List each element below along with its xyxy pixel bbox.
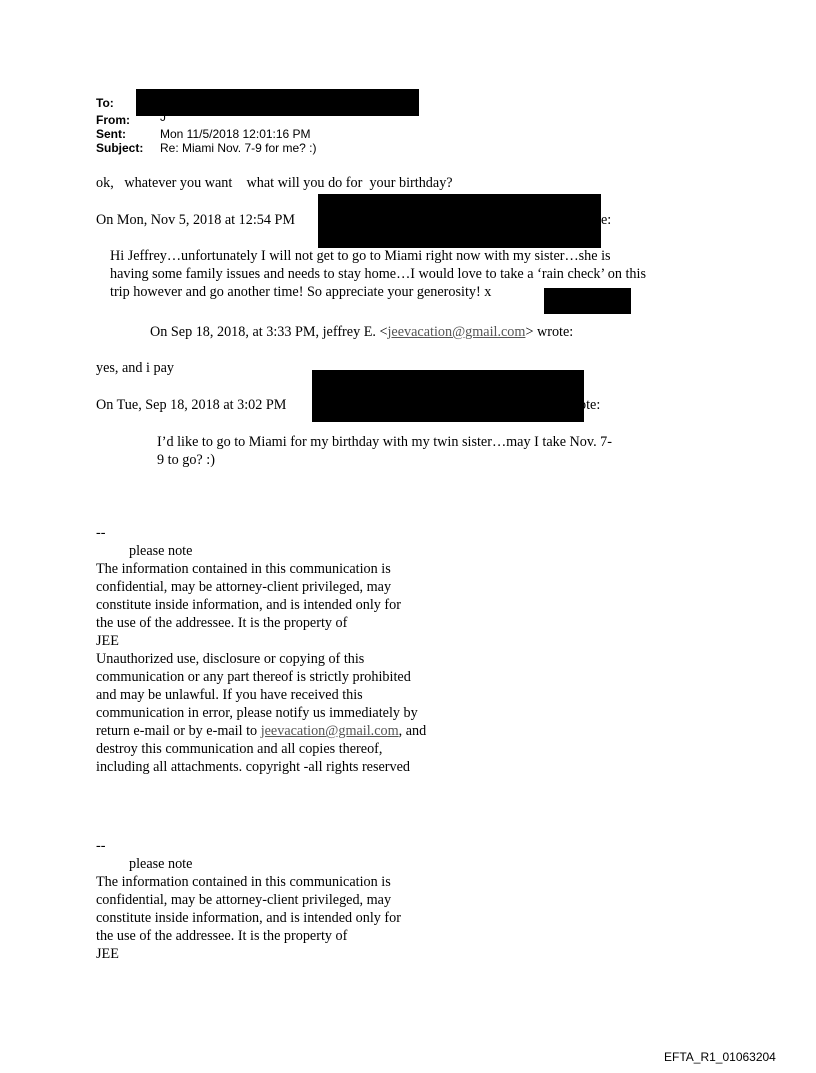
disclaimer-2-body [96, 873, 401, 963]
document-id: EFTA_R1_01063204 [664, 1050, 776, 1064]
quote-3-suffix: ote: [579, 397, 601, 413]
disclaimer-1-line: Unauthorized use, disclosure or copying of this [96, 651, 365, 667]
redaction-to [136, 89, 419, 116]
disclaimer-2-line: the use of the addressee. It is the property of [96, 928, 348, 944]
disclaimer-1-line: JEE [96, 633, 119, 649]
disclaimer-1-line: The information contained in this communication is [96, 561, 391, 577]
disclaimer-1-line: communication or any part thereof is strictly prohibited [96, 669, 411, 685]
disclaimer-1-note: please note [129, 543, 193, 559]
redaction-signature [544, 288, 631, 314]
subject-value: Re: Miami Nov. 7-9 for me? :) [160, 141, 317, 155]
reply-1: ok, whatever you want what will you do for your birthday? [96, 175, 453, 191]
from-value: J [160, 110, 166, 124]
disclaimer-1-line: communication in error, please notify us immediately by [96, 705, 418, 721]
quote-2-intro [150, 323, 573, 341]
to-label: To: [96, 96, 114, 110]
quote-3-intro: On Tue, Sep 18, 2018 at 3:02 PM [96, 397, 287, 413]
quote-1-intro: On Mon, Nov 5, 2018 at 12:54 PM [96, 212, 296, 228]
disclaimer-2-line: confidential, may be attorney-client privileged, may [96, 892, 392, 908]
disclaimer-1-line: and may be unlawful. If you have received this [96, 687, 363, 703]
quote-3-line: 9 to go? :) [157, 452, 215, 468]
quote-2-intro-suffix: > wrote: [525, 324, 574, 340]
sent-label: Sent: [96, 127, 126, 141]
quote-2-email-link[interactable]: jeevacation@gmail.com [387, 324, 526, 340]
return-prefix: return e-mail or by e-mail to [96, 723, 261, 739]
quote-2-intro-prefix: On Sep 18, 2018, at 3:33 PM, jeffrey E. < [150, 324, 388, 340]
disclaimer-2-note: please note [129, 856, 193, 872]
disclaimer-1-line: constitute inside information, and is intended only for [96, 597, 401, 613]
reply-2: yes, and i pay [96, 360, 175, 376]
disclaimer-2-line: constitute inside information, and is intended only for [96, 910, 401, 926]
quote-1-line: Hi Jeffrey…unfortunately I will not get to go to Miami right now with my sister…she is [110, 248, 611, 264]
disclaimer-1-separator: -- [96, 525, 106, 541]
quote-1-suffix: e: [601, 212, 612, 228]
redaction-quote-1-sender [318, 194, 601, 248]
quote-1-line: trip however and go another time! So appreciate your generosity! x [110, 284, 492, 300]
disclaimer-1-line: confidential, may be attorney-client privileged, may [96, 579, 392, 595]
disclaimer-2-separator: -- [96, 838, 106, 854]
redaction-quote-3-sender [312, 370, 584, 422]
sent-value: Mon 11/5/2018 12:01:16 PM [160, 127, 311, 141]
disclaimer-1-line: including all attachments. copyright -all rights reserved [96, 759, 411, 775]
return-suffix: , and [398, 723, 427, 739]
disclaimer-2-line: The information contained in this communication is [96, 874, 391, 890]
subject-label: Subject: [96, 141, 144, 155]
quote-3-message [157, 433, 612, 469]
quote-3-line: I’d like to go to Miami for my birthday with my twin sister…may I take Nov. 7- [157, 434, 612, 450]
disclaimer-1-return-line [96, 722, 426, 740]
from-label: From: [96, 113, 130, 127]
disclaimer-1-line: destroy this communication and all copies thereof, [96, 741, 383, 757]
disclaimer-1-body [96, 560, 426, 776]
disclaimer-email-link[interactable]: jeevacation@gmail.com [260, 723, 399, 739]
disclaimer-1-line: the use of the addressee. It is the property of [96, 615, 348, 631]
quote-1-line: having some family issues and needs to stay home…I would love to take a ‘rain check’ on this [110, 266, 646, 282]
disclaimer-2-line: JEE [96, 946, 119, 962]
